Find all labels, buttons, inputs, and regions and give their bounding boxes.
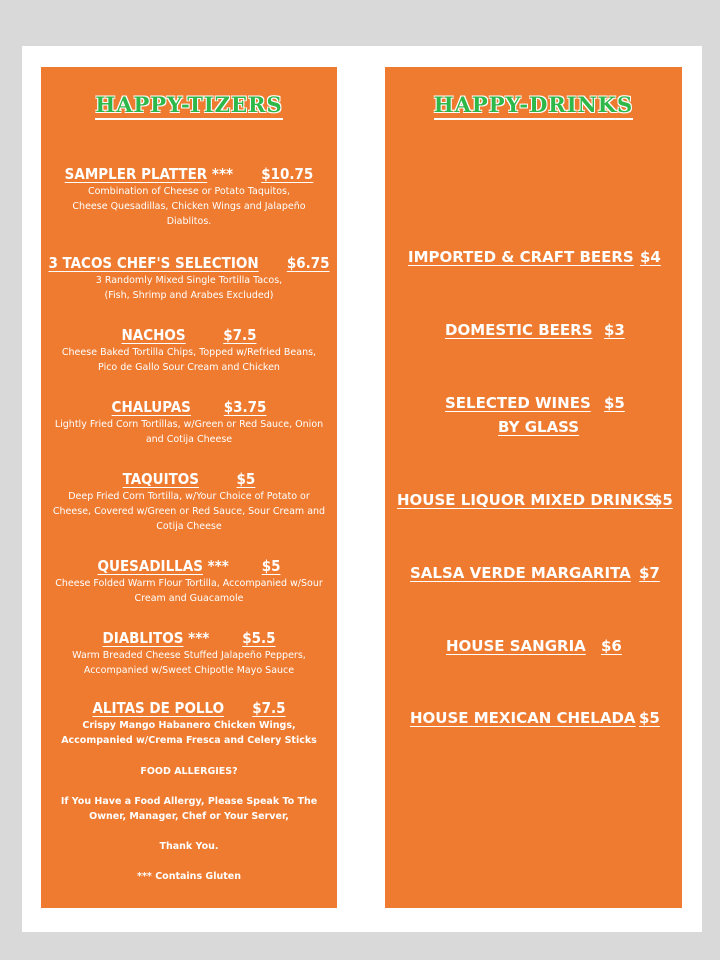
happy-tizers-title: HAPPY-TIZERS bbox=[41, 92, 337, 117]
item-name: QUESADILLAS bbox=[97, 557, 203, 575]
item-heading bbox=[41, 325, 337, 345]
drink-house-sangria: HOUSE SANGRIA bbox=[446, 637, 586, 655]
menu-item-alitas-de-pollo bbox=[41, 698, 337, 748]
menu-item-nachos bbox=[41, 325, 337, 375]
item-name: 3 TACOS CHEF'S SELECTION bbox=[48, 254, 259, 272]
item-name: NACHOS bbox=[121, 326, 186, 344]
thank-you-text: Thank You. bbox=[159, 841, 219, 852]
item-name: ALITAS DE POLLO bbox=[92, 699, 225, 717]
item-heading bbox=[41, 556, 337, 576]
drink-price: $4 bbox=[640, 248, 661, 266]
menu-item-sampler-platter bbox=[41, 164, 337, 229]
drink-salsa-verde-margarita: SALSA VERDE MARGARITA bbox=[410, 564, 631, 582]
menu-item-3-tacos bbox=[41, 253, 337, 303]
drink-selected-wines-line2: BY GLASS bbox=[498, 418, 580, 436]
item-description: Lightly Fried Corn Tortillas, w/Green or Red Sauce, Onion and Cotija Cheese bbox=[54, 419, 324, 445]
happy-drinks-title: HAPPY-DRINKS bbox=[385, 92, 682, 117]
drink-house-mexican-chelada: HOUSE MEXICAN CHELADA bbox=[410, 709, 636, 727]
allergy-heading: FOOD ALLERGIES? bbox=[140, 766, 238, 777]
item-description: Cheese Baked Tortilla Chips, Topped w/Refried Beans, Pico de Gallo Sour Cream and Chicken bbox=[61, 347, 317, 373]
menu-item-chalupas bbox=[41, 397, 337, 447]
happy-drinks-panel bbox=[385, 67, 682, 908]
item-heading bbox=[41, 253, 337, 273]
drink-price: $5 bbox=[604, 394, 625, 412]
drink-selected-wines: SELECTED WINES bbox=[445, 394, 591, 412]
item-price: $3.75 bbox=[223, 398, 267, 416]
gluten-mark: *** bbox=[188, 629, 210, 647]
gluten-mark: *** bbox=[211, 165, 234, 183]
item-heading bbox=[41, 698, 337, 718]
item-name: DIABLITOS bbox=[102, 629, 184, 647]
item-description: 3 Randomly Mixed Single Tortilla Tacos, (Fish, Shrimp and Arabes Excluded) bbox=[95, 275, 283, 301]
menu-item-quesadillas bbox=[41, 556, 337, 606]
menu-item-diablitos bbox=[41, 628, 337, 678]
item-description: Crispy Mango Habanero Chicken Wings, Accompanied w/Crema Fresca and Celery Sticks bbox=[61, 720, 317, 746]
drink-price: $7 bbox=[639, 564, 660, 582]
item-price: $5 bbox=[261, 557, 281, 575]
item-heading bbox=[41, 628, 337, 648]
item-name: SAMPLER PLATTER bbox=[64, 165, 208, 183]
drink-domestic-beers: DOMESTIC BEERS bbox=[445, 321, 593, 339]
gluten-note: *** Contains Gluten bbox=[137, 871, 241, 882]
item-price: $6.75 bbox=[286, 254, 330, 272]
item-heading bbox=[41, 164, 337, 184]
menu-item-taquitos bbox=[41, 469, 337, 534]
item-description: Warm Breaded Cheese Stuffed Jalapeño Peppers, Accompanied w/Sweet Chipotle Mayo Sauce bbox=[72, 650, 306, 676]
drink-price: $5 bbox=[639, 709, 660, 727]
item-price: $7.5 bbox=[252, 699, 286, 717]
drink-price: $6 bbox=[601, 637, 622, 655]
item-name: CHALUPAS bbox=[111, 398, 191, 416]
item-description: Deep Fried Corn Tortilla, w/Your Choice of Potato or Cheese, Covered w/Green or Red Sauce, Sour Cream and Cotija Cheese bbox=[52, 491, 326, 532]
item-price: $5 bbox=[236, 470, 256, 488]
drink-house-liquor-mixed: HOUSE LIQUOR MIXED DRINKS bbox=[397, 491, 655, 509]
drink-price: $3 bbox=[604, 321, 625, 339]
item-price: $7.5 bbox=[223, 326, 257, 344]
item-name: TAQUITOS bbox=[122, 470, 199, 488]
happy-tizers-panel bbox=[41, 67, 337, 908]
drink-price: $5 bbox=[652, 491, 673, 509]
item-description: Cheese Folded Warm Flour Tortilla, Accompanied w/Sour Cream and Guacamole bbox=[55, 578, 323, 604]
allergy-text: If You Have a Food Allergy, Please Speak To The Owner, Manager, Chef or Your Server, bbox=[60, 796, 318, 822]
item-price: $10.75 bbox=[261, 165, 314, 183]
item-heading bbox=[41, 469, 337, 489]
item-description: Combination of Cheese or Potato Taquitos, Cheese Quesadillas, Chicken Wings and Jalapeño Diablitos. bbox=[72, 186, 306, 227]
item-price: $5.5 bbox=[242, 629, 276, 647]
item-heading bbox=[41, 397, 337, 417]
drink-imported-craft-beers: IMPORTED & CRAFT BEERS bbox=[408, 248, 634, 266]
gluten-mark: *** bbox=[207, 557, 229, 575]
